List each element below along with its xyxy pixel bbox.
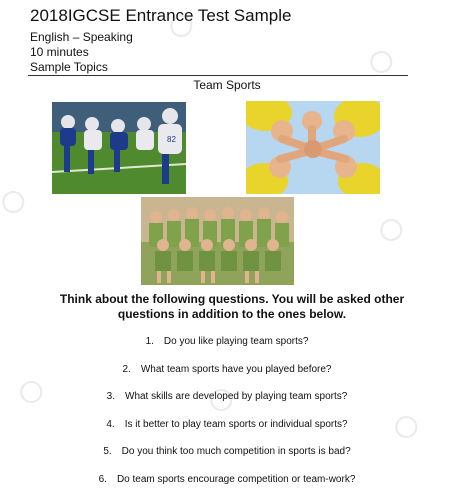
vintage-team-group-photo bbox=[141, 197, 294, 285]
watermark-logo bbox=[391, 410, 425, 442]
watermark-logo bbox=[0, 185, 32, 217]
instructions-text: Think about the following questions. You will be asked other questions in addition to the ones below. bbox=[59, 292, 405, 321]
question-item: 4. Is it better to play team sports or individual sports? bbox=[106, 419, 348, 430]
document-title: 2018IGCSE Entrance Test Sample bbox=[30, 6, 292, 25]
question-item: 3. What skills are developed by playing team sports? bbox=[106, 391, 348, 402]
american-football-photo bbox=[52, 102, 186, 194]
subject-line: English – Speaking bbox=[30, 30, 133, 44]
watermark-logo bbox=[16, 375, 50, 407]
header-divider bbox=[28, 75, 408, 76]
section-line: Sample Topics bbox=[30, 60, 108, 74]
watermark-logo bbox=[206, 383, 240, 415]
question-item: 5. Do you think too much competition in sports is bad? bbox=[103, 446, 351, 457]
svg-text:82: 82 bbox=[167, 135, 176, 144]
team-huddle-hands-photo bbox=[246, 101, 380, 194]
question-item: 2. What team sports have you played before? bbox=[122, 364, 332, 375]
topic-title: Team Sports bbox=[193, 78, 261, 92]
question-item: 6. Do team sports encourage competition or team-work? bbox=[98, 474, 356, 485]
duration-line: 10 minutes bbox=[30, 45, 89, 59]
watermark-logo bbox=[366, 45, 400, 77]
question-item: 1. Do you like playing team sports? bbox=[145, 336, 309, 347]
watermark-logo bbox=[376, 213, 410, 245]
